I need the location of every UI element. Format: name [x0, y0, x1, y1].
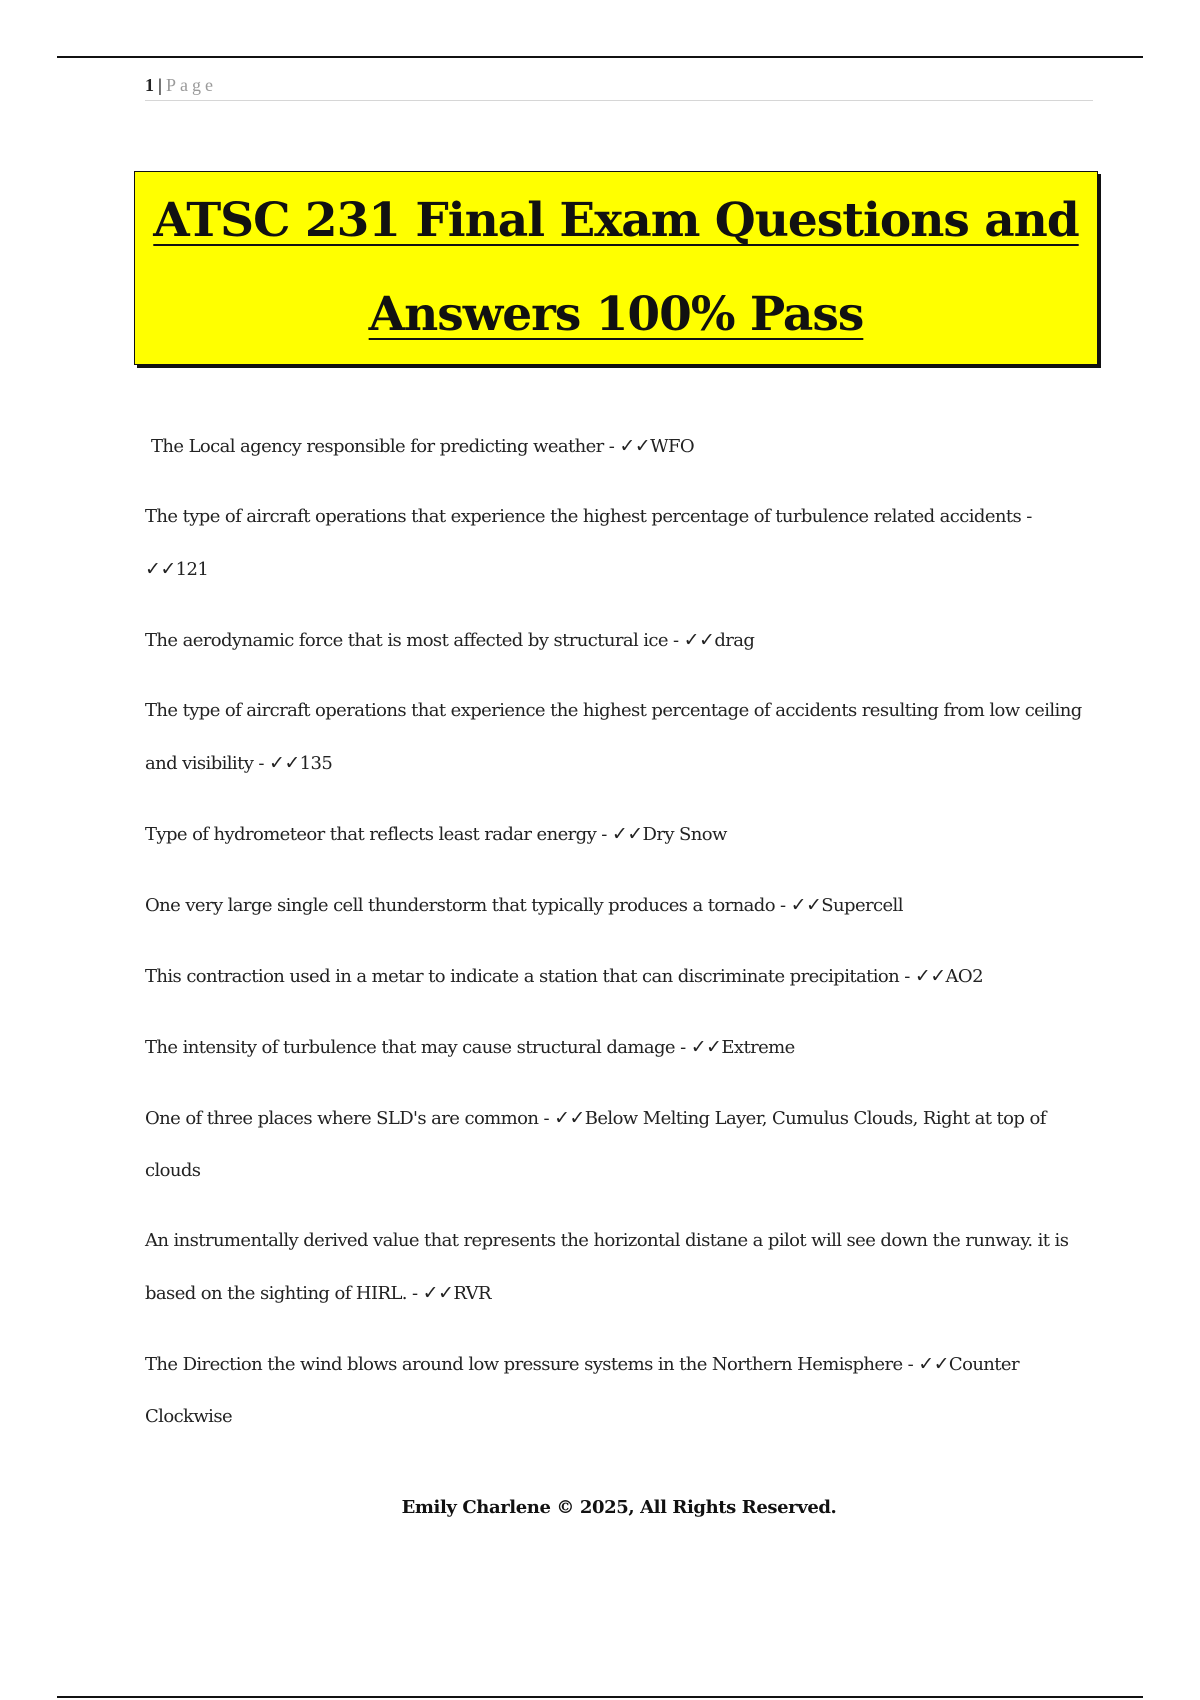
copyright-footer: Emily Charlene © 2025, All Rights Reserved.	[401, 1497, 837, 1518]
qa-item	[145, 491, 1095, 596]
page-separator: |	[158, 75, 162, 95]
answer-text: Counter Clockwise	[145, 1354, 1019, 1427]
check-marks-icon: ✓✓	[918, 1353, 949, 1375]
qa-item	[145, 950, 1095, 1003]
question-text: The Direction the wind blows around low pressure systems in the Northern Hemisphere -	[145, 1354, 919, 1375]
question-text: The type of aircraft operations that experience the highest percentage of turbulence related accidents -	[145, 506, 1032, 527]
check-marks-icon: ✓✓	[619, 435, 651, 457]
qa-item	[145, 420, 1095, 473]
title-box	[134, 171, 1098, 365]
question-text: Type of hydrometeor that reflects least radar energy -	[145, 824, 612, 845]
answer-text: Dry Snow	[642, 824, 727, 845]
check-marks-icon: ✓✓	[683, 629, 715, 651]
qa-item	[145, 879, 1095, 932]
answer-text: 135	[299, 753, 333, 774]
top-rule	[57, 56, 1143, 58]
check-marks-icon: ✓✓	[422, 1282, 454, 1304]
title-line-2: Answers 100% Pass	[368, 287, 864, 342]
answer-text: AO2	[945, 966, 983, 987]
qa-list	[145, 420, 1095, 1461]
page-label: Page	[165, 75, 217, 95]
qa-item	[145, 1215, 1095, 1320]
question-text: The aerodynamic force that is most affected by structural ice -	[145, 630, 684, 651]
qa-item	[145, 685, 1095, 790]
question-text: One of three places where SLD's are common -	[145, 1108, 555, 1129]
check-marks-icon: ✓✓	[554, 1107, 585, 1129]
qa-item	[145, 1092, 1095, 1197]
check-marks-icon: ✓✓	[690, 1036, 722, 1058]
qa-item	[145, 614, 1095, 667]
page-header	[145, 70, 1093, 101]
question-text: One very large single cell thunderstorm that typically produces a tornado -	[145, 895, 791, 916]
answer-text: Below Melting Layer, Cumulus Clouds, Right at top of clouds	[145, 1108, 1046, 1181]
question-text: The intensity of turbulence that may cause structural damage -	[145, 1037, 691, 1058]
check-marks-icon: ✓✓	[145, 558, 176, 580]
question-text: An instrumentally derived value that represents the horizontal distane a pilot will see down the runway. it is based on the sighting of HIRL. -	[145, 1230, 1069, 1304]
answer-text: drag	[714, 630, 755, 651]
check-marks-icon: ✓✓	[790, 894, 822, 916]
answer-text: WFO	[650, 436, 695, 457]
question-text: The type of aircraft operations that experience the highest percentage of accidents resulting from low ceiling and visibility -	[145, 700, 1082, 774]
title-line-1: ATSC 231 Final Exam Questions and	[153, 193, 1079, 248]
answer-text: Extreme	[721, 1037, 795, 1058]
check-marks-icon: ✓✓	[914, 965, 946, 987]
qa-item	[145, 1338, 1095, 1443]
question-text: The Local agency responsible for predicting weather -	[151, 436, 620, 457]
answer-text: 121	[175, 559, 209, 580]
check-marks-icon: ✓✓	[269, 752, 300, 774]
bottom-rule	[57, 1696, 1143, 1698]
qa-item	[145, 1021, 1095, 1074]
page-number: 1	[145, 75, 154, 95]
question-text: This contraction used in a metar to indicate a station that can discriminate precipitation -	[145, 966, 915, 987]
answer-text: RVR	[453, 1283, 491, 1304]
answer-text: Supercell	[821, 895, 903, 916]
check-marks-icon: ✓✓	[611, 823, 643, 845]
qa-item	[145, 808, 1095, 861]
